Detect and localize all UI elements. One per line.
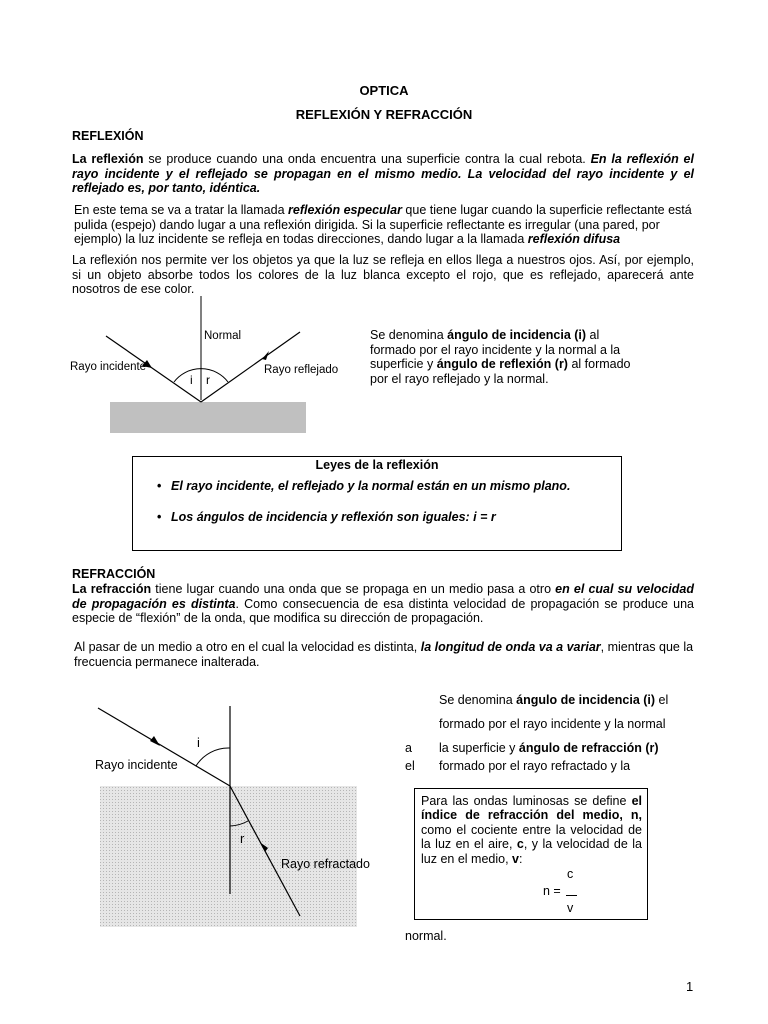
law-item-1 xyxy=(157,479,571,493)
index-text-b: como el cociente entre la velocidad de la luz en el aire, xyxy=(421,822,642,852)
refr-p2-text-a: Al pasar de un medio a otro en el cual la velocidad es distinta, xyxy=(74,640,421,654)
law-item-2-text: Los ángulos de incidencia y reflexión son iguales: i = r xyxy=(171,510,496,524)
formula-fraction-bar xyxy=(566,895,577,896)
incident-ray xyxy=(98,708,230,786)
refraccion-paragraph-2 xyxy=(74,640,696,669)
reflection-diagram xyxy=(66,292,356,442)
refraccion-definition-prefix-el: el xyxy=(405,759,415,773)
refr-def-text-c: la superficie y xyxy=(439,741,519,755)
refr-p1-emphasis: en el cual su velocidad de propagación es distinta xyxy=(72,582,694,611)
formula-denominator: v xyxy=(567,901,574,915)
angle-i-label: i xyxy=(190,373,193,387)
refr-p1-text-b: . Como consecuencia de esa distinta velocidad de propagación se produce una especie de “flexión” de la onda, que modifica su dirección de propagación. xyxy=(72,596,694,626)
section-heading-refraccion: REFRACCIÓN xyxy=(72,567,156,581)
term-angulo-reflexion: ángulo de reflexión (r) xyxy=(436,357,568,372)
laws-of-reflection-box xyxy=(132,456,622,551)
section-heading-reflexion: REFLEXIÓN xyxy=(72,129,144,143)
page-number: 1 xyxy=(686,979,694,994)
def-text-a: Se denomina xyxy=(370,328,448,342)
refr-def-text-b: el xyxy=(655,693,669,707)
refraction-diagram xyxy=(88,700,378,930)
refracted-ray-label: Rayo refractado xyxy=(281,857,370,871)
refraccion-definition-prefix-a: a xyxy=(405,741,412,755)
p1-text: se produce cuando una onda encuentra una superficie contra la cual rebota. xyxy=(143,152,591,166)
laws-title: Leyes de la reflexión xyxy=(315,458,439,472)
bullet-icon: • xyxy=(157,479,162,493)
index-text-a: Para las ondas luminosas se define xyxy=(421,794,632,808)
incident-ray-label: Rayo incidente xyxy=(70,361,147,373)
formula-lhs: n = xyxy=(543,884,561,898)
reflexion-paragraph-2 xyxy=(74,203,696,247)
document-subtitle: REFLEXIÓN Y REFRACCIÓN xyxy=(295,107,473,122)
refraccion-definition-line-2: formado por el rayo incidente y la normal xyxy=(439,717,666,731)
formula-numerator: c xyxy=(567,867,574,881)
term-angulo-incidencia: ángulo de incidencia (i) xyxy=(447,328,587,342)
angle-r-label: r xyxy=(240,831,245,846)
term-la-reflexion: La reflexión xyxy=(72,152,144,166)
term-indice-refraccion: el índice de refracción del medio, n, xyxy=(421,794,642,823)
refractive-index-box xyxy=(414,788,648,920)
refraccion-definition-trailing: normal. xyxy=(405,929,447,943)
index-text-d: , y la velocidad de la luz en el medio, xyxy=(421,837,642,866)
refraccion-definition-line-1 xyxy=(439,693,668,708)
angle-r-label: r xyxy=(206,373,210,387)
angle-i-label: i xyxy=(197,735,200,750)
refraccion-paragraph-1 xyxy=(72,582,694,626)
var-c: c xyxy=(516,837,524,852)
term-la-refraccion: La refracción xyxy=(72,582,152,596)
refraccion-definition-line-4: formado por el rayo refractado y la xyxy=(439,759,631,773)
def-text-c: al formado por el rayo reflejado y la normal. xyxy=(370,357,631,386)
reflexion-paragraph-3: La reflexión nos permite ver los objetos ya que la luz se refleja en ellos llega a nuestros ojos. Así, por ejemplo, si un objeto absorbe todos los colores de la luz blanca excepto el rojo, que es reflejado, aparecerá ante nosotros de ese color. xyxy=(72,253,694,297)
law-item-2 xyxy=(157,510,496,524)
term-reflexion-difusa: reflexión difusa xyxy=(527,232,621,247)
incident-arrow-icon xyxy=(150,736,160,746)
reflected-ray-label: Rayo reflejado xyxy=(264,364,339,376)
reflexion-definition xyxy=(370,328,632,386)
normal-label: Normal xyxy=(204,330,242,342)
refraccion-definition-line-3 xyxy=(439,741,659,756)
refr-p2-emphasis: la longitud de onda va a variar xyxy=(420,640,601,654)
document-title: OPTICA xyxy=(359,83,409,98)
reflexion-paragraph-1 xyxy=(72,152,694,196)
refr-p1-text-a: tiene lugar cuando una onda que se propaga en un medio pasa a otro xyxy=(151,582,556,596)
angle-i-arc xyxy=(196,748,230,766)
p2-text-b: que tiene lugar cuando la superficie reflectante está pulida (espejo) dando lugar a una reflexión dirigida. Si la superficie reflectante es irregular (una pared, por ejemplo) la luz incidente se refleja en todas direcciones, dando lugar a la llamada xyxy=(74,203,692,247)
term-angulo-incidencia-refr: ángulo de incidencia (i) xyxy=(516,693,656,707)
bullet-icon: • xyxy=(157,510,162,524)
refr-p2-text-b: , mientras que la frecuencia permanece inalterada. xyxy=(74,640,694,669)
term-angulo-refraccion: ángulo de refracción (r) xyxy=(518,741,659,755)
reflective-surface xyxy=(110,402,306,433)
p1-emphasis: En la reflexión el rayo incidente y el reflejado se propagan en el mismo medio. La velocidad del rayo incidente y el reflejado es, por tanto, idéntica. xyxy=(72,152,694,196)
incident-ray-label: Rayo incidente xyxy=(95,758,178,772)
var-v: v xyxy=(512,851,519,866)
refr-def-text-a: Se denomina xyxy=(439,693,517,707)
index-text-e: : xyxy=(518,851,523,866)
def-text-b: al formado por el rayo incidente y la normal a la superficie y xyxy=(370,328,621,372)
p2-text-a: En este tema se va a tratar la llamada xyxy=(74,203,288,217)
law-item-1-text: El rayo incidente, el reflejado y la normal están en un mismo plano. xyxy=(171,479,571,493)
reflected-arrow-icon xyxy=(262,351,269,360)
term-reflexion-especular: reflexión especular xyxy=(288,203,402,217)
